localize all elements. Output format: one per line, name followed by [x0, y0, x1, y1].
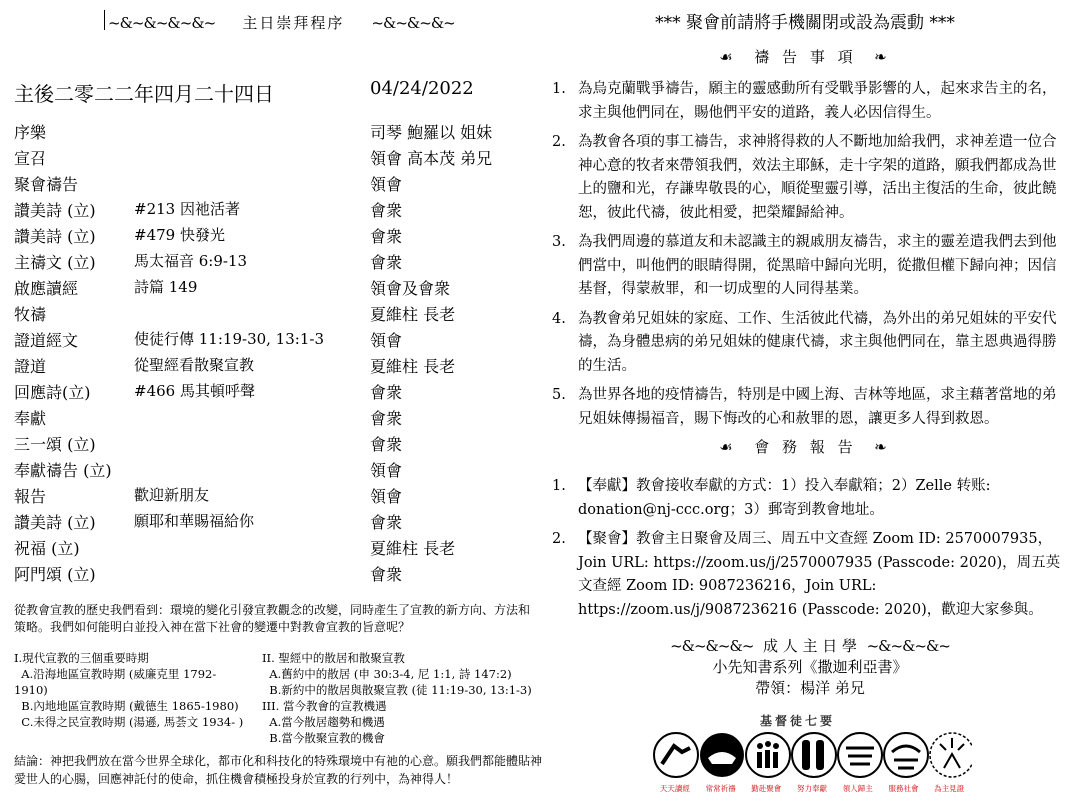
order-item: 祝福 (立)	[14, 539, 80, 558]
order-item: 證道	[14, 357, 47, 376]
order-leader: 領會及會衆	[370, 279, 451, 298]
ornament-right: ~&~&~&~	[371, 14, 455, 32]
order-row	[14, 250, 514, 276]
list-text: 為教會弟兄姐妹的家庭、工作、生活彼此代禱，為外出的弟兄姐妹的平安代禱，為身體患病的弟兄姐妹的健康代禱，求主與他們同在，靠主恩典過得勝的生活。	[578, 310, 1057, 374]
order-item: 讚美詩 (立)	[14, 513, 96, 532]
ornament-right: ~&~&~&~	[866, 637, 950, 655]
date-western: 04/24/2022	[370, 78, 474, 99]
order-leader: 領會	[370, 175, 403, 194]
outline-line: I.現代宣教的三個重要時期	[14, 651, 149, 665]
text-cursor	[104, 10, 105, 30]
outline-line: B.內地地區宣教時期 (戴德生 1865-1980)	[14, 699, 239, 713]
order-leader: 夏維柱 長老	[370, 357, 456, 376]
order-content: #479 快發光	[134, 226, 225, 244]
list-item	[548, 384, 1068, 431]
sunday-school-box	[640, 636, 980, 699]
order-item: 讚美詩 (立)	[14, 227, 96, 246]
list-text: 為我們周邊的慕道友和未認識主的親戚朋友禱告，求主的靈差遣我們去到他們當中，叫他們的眼睛得開，從黑暗中歸向光明，從撒但權下歸向神；因信基督，得蒙赦罪，和一切成聖的人同得基業。	[578, 234, 1057, 297]
habit-caption: 為主見證	[934, 784, 965, 793]
leaf-ornament-icon: ☙	[719, 48, 737, 66]
order-row	[14, 484, 514, 510]
order-leader: 領會	[370, 461, 403, 480]
fellowship-icon	[746, 733, 790, 777]
leaf-ornament-icon: ❧	[874, 48, 891, 66]
order-item: 報告	[14, 487, 47, 506]
worship-order-list	[14, 120, 514, 588]
order-content: 從聖經看散聚宣教	[134, 356, 255, 374]
list-number: 5.	[552, 387, 566, 403]
habit-caption: 努力奉獻	[797, 784, 828, 793]
seven-habits-title: 基督徒七要	[760, 714, 836, 728]
leaf-ornament-icon: ☙	[719, 438, 737, 456]
prayer-list	[548, 78, 1068, 437]
list-text: 為烏克蘭戰爭禱告，願主的靈感動所有受戰爭影響的人，起來求告主的名，求主與他們同在，賜他們平安的道路，義人必因信得生。	[578, 81, 1057, 121]
sermon-outline-right	[262, 650, 542, 746]
list-number: 2.	[552, 134, 566, 150]
list-item	[548, 131, 1068, 225]
list-item	[548, 475, 1068, 522]
bible-reading-icon	[654, 733, 698, 777]
order-leader: 會衆	[370, 409, 403, 428]
list-number: 4.	[552, 310, 566, 327]
outline-line: II. 聖經中的散居和散聚宣教	[262, 651, 405, 665]
order-content: 願耶和華賜福給你	[134, 512, 255, 530]
order-leader: 夏維柱 長老	[370, 305, 456, 324]
list-text: 為世界各地的疫情禱告，特別是中國上海、吉林等地區，求主藉著當地的弟兄姐妹傳揚福音，賜下悔改的心和赦罪的恩，讓更多人得到救恩。	[578, 387, 1057, 427]
order-leader: 領會	[370, 331, 403, 350]
habit-caption: 勤赴聚會	[751, 784, 782, 793]
sermon-outline-left	[14, 650, 264, 730]
prayer-section-title	[545, 46, 1065, 67]
report-title-text: 會 務 報 告	[754, 438, 857, 456]
list-number: 1.	[552, 81, 566, 97]
order-leader: 會衆	[370, 383, 403, 402]
outline-line: B.新約中的散居與散聚宣教 (徒 11:19-30, 13:1-3)	[262, 683, 532, 697]
order-content: 詩篇 149	[134, 278, 198, 296]
habit-caption: 領人歸主	[842, 784, 873, 793]
order-row	[14, 380, 514, 406]
order-row	[14, 562, 514, 588]
report-list	[548, 475, 1068, 628]
outline-line: B.當今散聚宣教的機會	[262, 731, 385, 745]
sunday-school-title: ~&~&~&~ 成 人 主 日 學 ~&~&~&~	[670, 637, 950, 655]
order-row	[14, 354, 514, 380]
order-content: 歡迎新朋友	[134, 486, 210, 504]
order-leader: 領會 高本茂 弟兄	[370, 149, 493, 168]
order-row	[14, 172, 514, 198]
list-text: 【奉獻】教會接收奉獻的方式：1）投入奉獻箱；2）Zelle 转账: donation@nj-ccc.org；3）郵寄到教會地址。	[578, 478, 991, 518]
outline-line: III. 當今教會的宣教機遇	[262, 699, 387, 713]
order-item: 回應詩(立)	[14, 383, 91, 402]
order-item: 聚會禱告	[14, 175, 79, 194]
order-row	[14, 510, 514, 536]
order-item: 讚美詩 (立)	[14, 201, 96, 220]
ornament-left: ~&~&~&~	[670, 637, 754, 655]
order-row	[14, 328, 514, 354]
order-row	[14, 120, 514, 146]
praying-icon	[700, 733, 744, 777]
ornament-left: ~&~&~&~&~	[108, 14, 216, 32]
order-row	[14, 276, 514, 302]
order-item: 阿門頌 (立)	[14, 565, 96, 584]
list-number: 2.	[552, 531, 566, 547]
order-content: 馬太福音 6:9-13	[134, 252, 248, 270]
order-leader: 會衆	[370, 227, 403, 246]
order-row	[14, 146, 514, 172]
prayer-title-text: 禱 告 事 項	[754, 48, 857, 66]
order-item: 牧禱	[14, 305, 47, 324]
order-leader: 會衆	[370, 253, 403, 272]
order-item: 三一頌 (立)	[14, 435, 96, 454]
order-item: 奉獻禱告 (立)	[14, 461, 112, 480]
sunday-school-series: 小先知書系列《撒迦利亞書》	[712, 658, 908, 676]
habit-caption: 天天讀經	[659, 784, 690, 793]
list-text: 【聚會】教會主日聚會及周三、周五中文查經 Zoom ID: 2570007935，Join URL: https://zoom.us/j/2570007935 (Passcode: 2020)，周五英文查經 Zoom ID: 9087236216，Join URL: https://zoom.us/j/9087236216 (Passcode: 2020)，歡迎大家參與。	[578, 531, 1061, 618]
order-leader: 領會	[370, 487, 403, 506]
order-content: 使徒行傳 11:19-30, 13:1-3	[134, 330, 324, 348]
order-row	[14, 302, 514, 328]
order-content: #213 因祂活著	[134, 200, 240, 218]
order-leader: 司琴 鮑羅以 姐妹	[370, 123, 493, 142]
order-content: #466 馬其頓呼聲	[134, 382, 255, 400]
habit-caption: 服務社會	[888, 784, 919, 793]
giving-icon	[792, 733, 836, 777]
list-item	[548, 231, 1068, 302]
order-item: 宣召	[14, 149, 47, 168]
seven-habits-icons	[652, 728, 972, 782]
list-item	[548, 78, 1068, 125]
witness-icon	[930, 733, 972, 777]
list-item	[548, 308, 1068, 379]
outline-line: A.沿海地區宣教時期 (威廉克里 1792-	[14, 667, 217, 681]
order-item: 主禱文 (立)	[14, 253, 96, 272]
sermon-intro: 從教會宣教的歷史我們看到：環境的變化引發宣教觀念的改變，同時產生了宣教的新方向、方法和策略。我們如何能明白並投入神在當下社會的變遷中對教會宣教的旨意呢？	[14, 603, 531, 634]
list-number: 1.	[552, 478, 566, 494]
order-item: 證道經文	[14, 331, 79, 350]
order-row	[14, 198, 514, 224]
service-icon	[884, 733, 928, 777]
order-leader: 會衆	[370, 435, 403, 454]
evangelism-icon	[838, 733, 882, 777]
list-item	[548, 528, 1068, 622]
order-row	[14, 536, 514, 562]
seven-habits-captions	[652, 783, 972, 794]
list-number: 3.	[552, 234, 566, 250]
habit-caption: 常常祈禱	[705, 784, 736, 793]
order-item: 序樂	[14, 123, 47, 142]
order-row	[14, 406, 514, 432]
service-order-heading	[108, 12, 455, 33]
order-leader: 會衆	[370, 513, 403, 532]
order-leader: 夏維柱 長老	[370, 539, 456, 558]
page-title: 主日崇拜程序	[242, 14, 345, 32]
outline-line: A.舊約中的散居 (申 30:3-4, 尼 1:1, 詩 147:2)	[262, 667, 512, 681]
order-leader: 會衆	[370, 201, 403, 220]
sermon-conclusion: 結論：神把我們放在當今世界全球化，都市化和科技化的特殊環境中有祂的心意。願我們都能體貼神愛世人的心腸，回應神託付的使命，抓住機會積極投身於宣教的行列中，為神得人！	[14, 754, 543, 786]
order-row	[14, 224, 514, 250]
order-item: 啟應讀經	[14, 279, 79, 298]
order-leader: 會衆	[370, 565, 403, 584]
outline-line: C.未得之民宣教時期 (湯遜, 馬荟文 1934- )	[14, 715, 244, 729]
order-row	[14, 432, 514, 458]
phone-notice: *** 聚會前請將手機關閉或設為震動 ***	[655, 13, 955, 33]
list-text: 為教會各項的事工禱告，求神將得救的人不斷地加給我們，求神差遣一位合神心意的牧者來帶領我們，效法主耶穌，走十字架的道路，願我們都成為世上的鹽和光，存謙卑敬畏的心，順從聖靈引導，活出主復活的生命，彼此饒恕，彼此代禱，彼此相愛，把榮耀歸給神。	[578, 134, 1057, 221]
report-section-title	[545, 436, 1065, 457]
leaf-ornament-icon: ❧	[874, 438, 891, 456]
sunday-school-teacher: 帶領：楊洋 弟兄	[755, 679, 865, 697]
date-chinese: 主後二零二二年四月二十四日	[14, 82, 274, 106]
outline-line: 1910)	[14, 683, 48, 697]
outline-line: A.當今散居趨勢和機遇	[262, 715, 385, 729]
order-row	[14, 458, 514, 484]
order-item: 奉獻	[14, 409, 47, 428]
